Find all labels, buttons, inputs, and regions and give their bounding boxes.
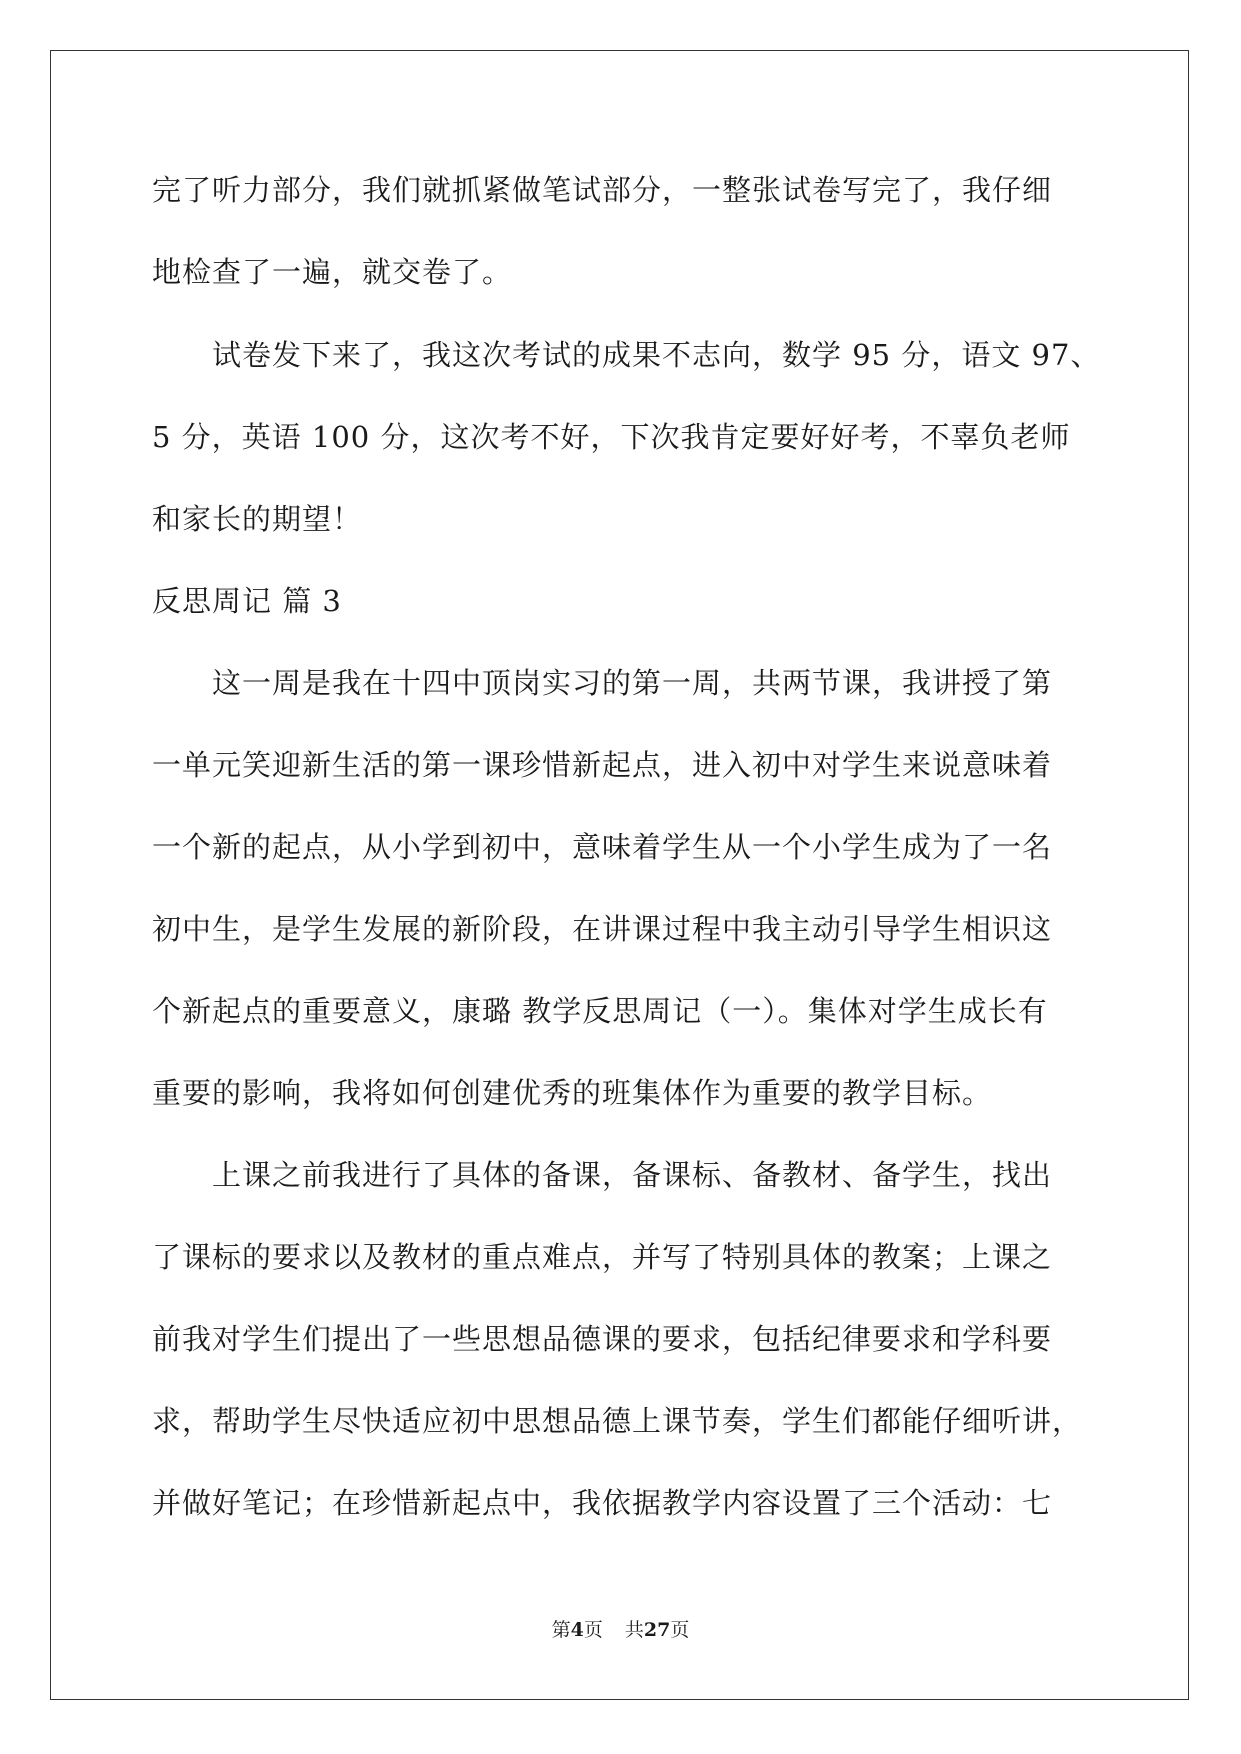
text-line: 初中生，是学生发展的新阶段，在讲课过程中我主动引导学生相识这 (152, 912, 1053, 946)
page-border (50, 50, 1189, 1700)
text-line: 地检查了一遍，就交卷了。 (152, 255, 513, 289)
current-page-number: 4 (570, 1619, 584, 1641)
page-footer (0, 1618, 1241, 1642)
text-line: 前我对学生们提出了一些思想品德课的要求，包括纪律要求和学科要 (152, 1322, 1053, 1356)
text-line: 了课标的要求以及教材的重点难点，并写了特别具体的教案；上课之 (152, 1240, 1053, 1274)
text-line: 并做好笔记；在珍惜新起点中，我依据教学内容设置了三个活动：七 (152, 1486, 1053, 1520)
footer-total-unit: 页 (670, 1619, 690, 1641)
section-heading: 反思周记 篇 3 (152, 584, 342, 618)
total-page-count: 27 (643, 1619, 671, 1641)
text-line: 一单元笑迎新生活的第一课珍惜新起点，进入初中对学生来说意味着 (152, 748, 1053, 782)
text-line: 和家长的期望！ (152, 502, 363, 536)
text-line: 求，帮助学生尽快适应初中思想品德上课节奏，学生们都能仔细听讲， (152, 1404, 1083, 1438)
text-line: 5 分，英语 100 分，这次考不好，下次我肯定要好好考，不辜负老师 (152, 420, 1071, 454)
text-line: 上课之前我进行了具体的备课，备课标、备教材、备学生，找出 (152, 1158, 1053, 1192)
text-line: 一个新的起点，从小学到初中，意味着学生从一个小学生成为了一名 (152, 830, 1053, 864)
text-line: 试卷发下来了，我这次考试的成果不志向，数学 95 分，语文 97、 (152, 338, 1101, 372)
text-line: 个新起点的重要意义，康璐 教学反思周记（一）。集体对学生成长有 (152, 994, 1048, 1028)
text-line: 这一周是我在十四中顶岗实习的第一周，共两节课，我讲授了第 (152, 666, 1053, 700)
text-line: 完了听力部分，我们就抓紧做笔试部分，一整张试卷写完了，我仔细 (152, 173, 1053, 207)
footer-prefix: 第 (551, 1619, 571, 1641)
text-line: 重要的影响，我将如何创建优秀的班集体作为重要的教学目标。 (152, 1076, 993, 1110)
footer-page-unit: 页 (583, 1619, 603, 1641)
footer-total-prefix: 共 (624, 1619, 644, 1641)
